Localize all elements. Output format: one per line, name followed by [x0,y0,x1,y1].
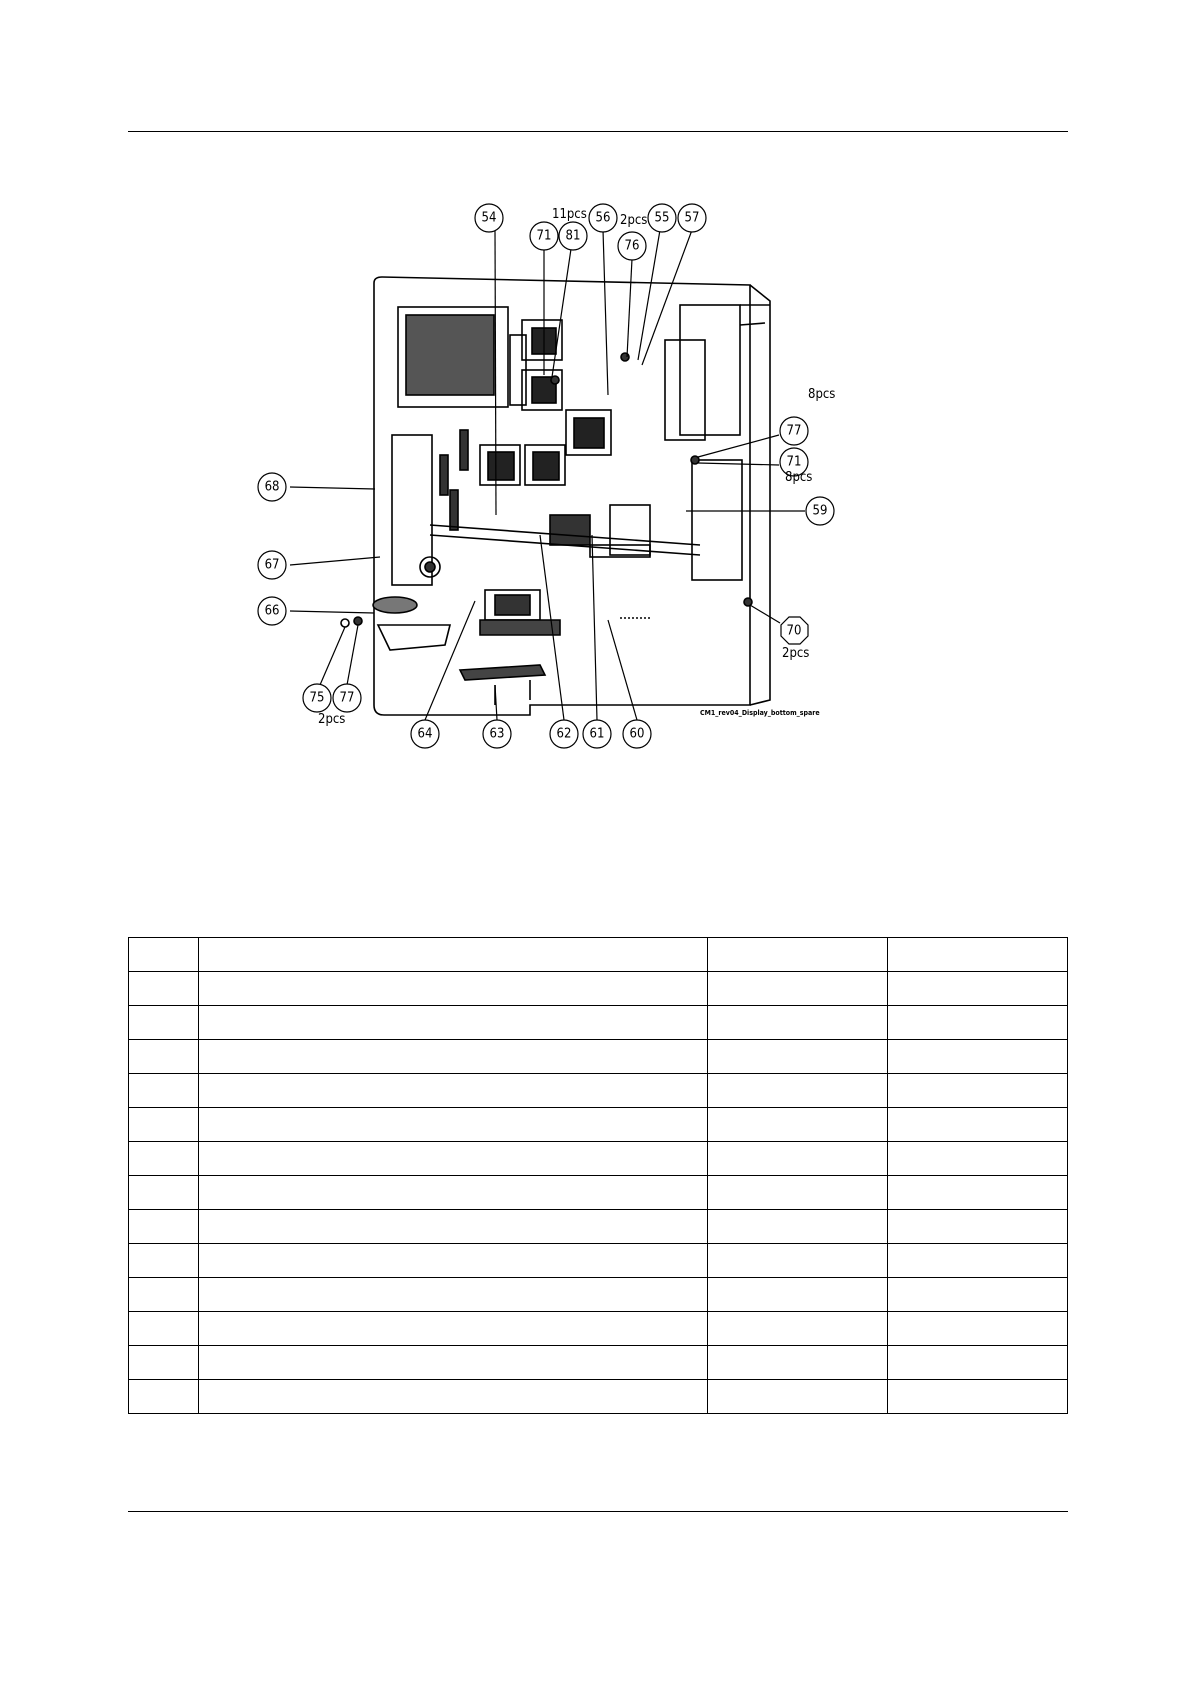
table-cell [129,1210,199,1244]
table-cell [199,1380,708,1414]
table-row [129,1244,1068,1278]
table-cell [708,1278,888,1312]
table-cell [199,1278,708,1312]
table-cell [888,1278,1068,1312]
table-cell [888,938,1068,972]
callout-75: 75 [309,690,325,706]
callout-54: 54 [481,210,497,226]
table-cell [888,972,1068,1006]
callout-60: 60 [629,726,645,742]
callout-76: 76 [624,238,640,254]
table-row [129,938,1068,972]
qty-label: 2pcs [620,213,648,228]
qty-label: 11pcs [552,207,587,222]
drawing-filename: CM1_rev04_Display_bottom_spare [700,709,820,717]
display-housing [341,277,770,715]
table-cell [199,1176,708,1210]
table-cell [129,1108,199,1142]
table-cell [199,938,708,972]
table-cell [708,1380,888,1414]
table-cell [199,1142,708,1176]
table-cell [708,1346,888,1380]
table-cell [708,972,888,1006]
callout-59: 59 [812,503,828,519]
qty-label: 2pcs [782,646,810,661]
callout-71: 71 [786,454,802,470]
table-row [129,1210,1068,1244]
table-cell [129,1346,199,1380]
table-cell [199,1346,708,1380]
table-cell [708,1040,888,1074]
table-cell [708,1312,888,1346]
table-cell [129,1244,199,1278]
table-cell [129,938,199,972]
exploded-parts-drawing [264,205,930,805]
table-cell [708,1176,888,1210]
table-cell [888,1176,1068,1210]
table-row [129,1040,1068,1074]
table-cell [199,1074,708,1108]
callout-77: 77 [339,690,355,706]
parts-table-body [129,938,1068,1414]
header-rule [128,131,1068,132]
footer-rule [128,1511,1068,1512]
callout-61: 61 [589,726,605,742]
table-cell [129,1176,199,1210]
table-cell [708,1074,888,1108]
table-row [129,1312,1068,1346]
table-cell [708,1210,888,1244]
table-cell [888,1210,1068,1244]
table-cell [129,1040,199,1074]
table-cell [708,1142,888,1176]
table-cell [129,972,199,1006]
table-row [129,1142,1068,1176]
table-cell [199,1108,708,1142]
callout-55: 55 [654,210,670,226]
table-cell [888,1380,1068,1414]
table-cell [708,1108,888,1142]
table-row [129,1346,1068,1380]
qty-label: 8pcs [785,470,813,485]
table-cell [888,1040,1068,1074]
table-cell [129,1006,199,1040]
table-cell [708,1244,888,1278]
table-cell [199,1210,708,1244]
qty-label: 8pcs [808,387,836,402]
table-cell [708,938,888,972]
table-cell [888,1142,1068,1176]
callout-63: 63 [489,726,505,742]
table-row [129,1108,1068,1142]
table-cell [129,1074,199,1108]
table-cell [129,1380,199,1414]
callout-81: 81 [565,228,581,244]
table-cell [129,1142,199,1176]
table-row [129,1074,1068,1108]
table-cell [199,1312,708,1346]
table-cell [888,1108,1068,1142]
table-cell [199,1040,708,1074]
callout-67: 67 [264,557,280,573]
table-cell [888,1312,1068,1346]
callout-56: 56 [595,210,611,226]
parts-table [128,937,1068,1414]
table-cell [199,1006,708,1040]
table-cell [199,1244,708,1278]
table-row [129,1380,1068,1414]
table-row [129,1278,1068,1312]
table-cell [888,1244,1068,1278]
callout-66: 66 [264,603,280,619]
table-row [129,1176,1068,1210]
callout-57: 57 [684,210,700,226]
callout-62: 62 [556,726,572,742]
table-cell [888,1006,1068,1040]
table-cell [199,972,708,1006]
table-cell [708,1006,888,1040]
table-cell [129,1278,199,1312]
callout-68: 68 [264,479,280,495]
table-cell [129,1312,199,1346]
qty-label: 2pcs [318,712,346,727]
table-row [129,1006,1068,1040]
callout-77: 77 [786,423,802,439]
callout-64: 64 [417,726,433,742]
callout-71: 71 [536,228,552,244]
table-cell [888,1074,1068,1108]
table-row [129,972,1068,1006]
table-cell [888,1346,1068,1380]
callout-70: 70 [786,623,802,639]
